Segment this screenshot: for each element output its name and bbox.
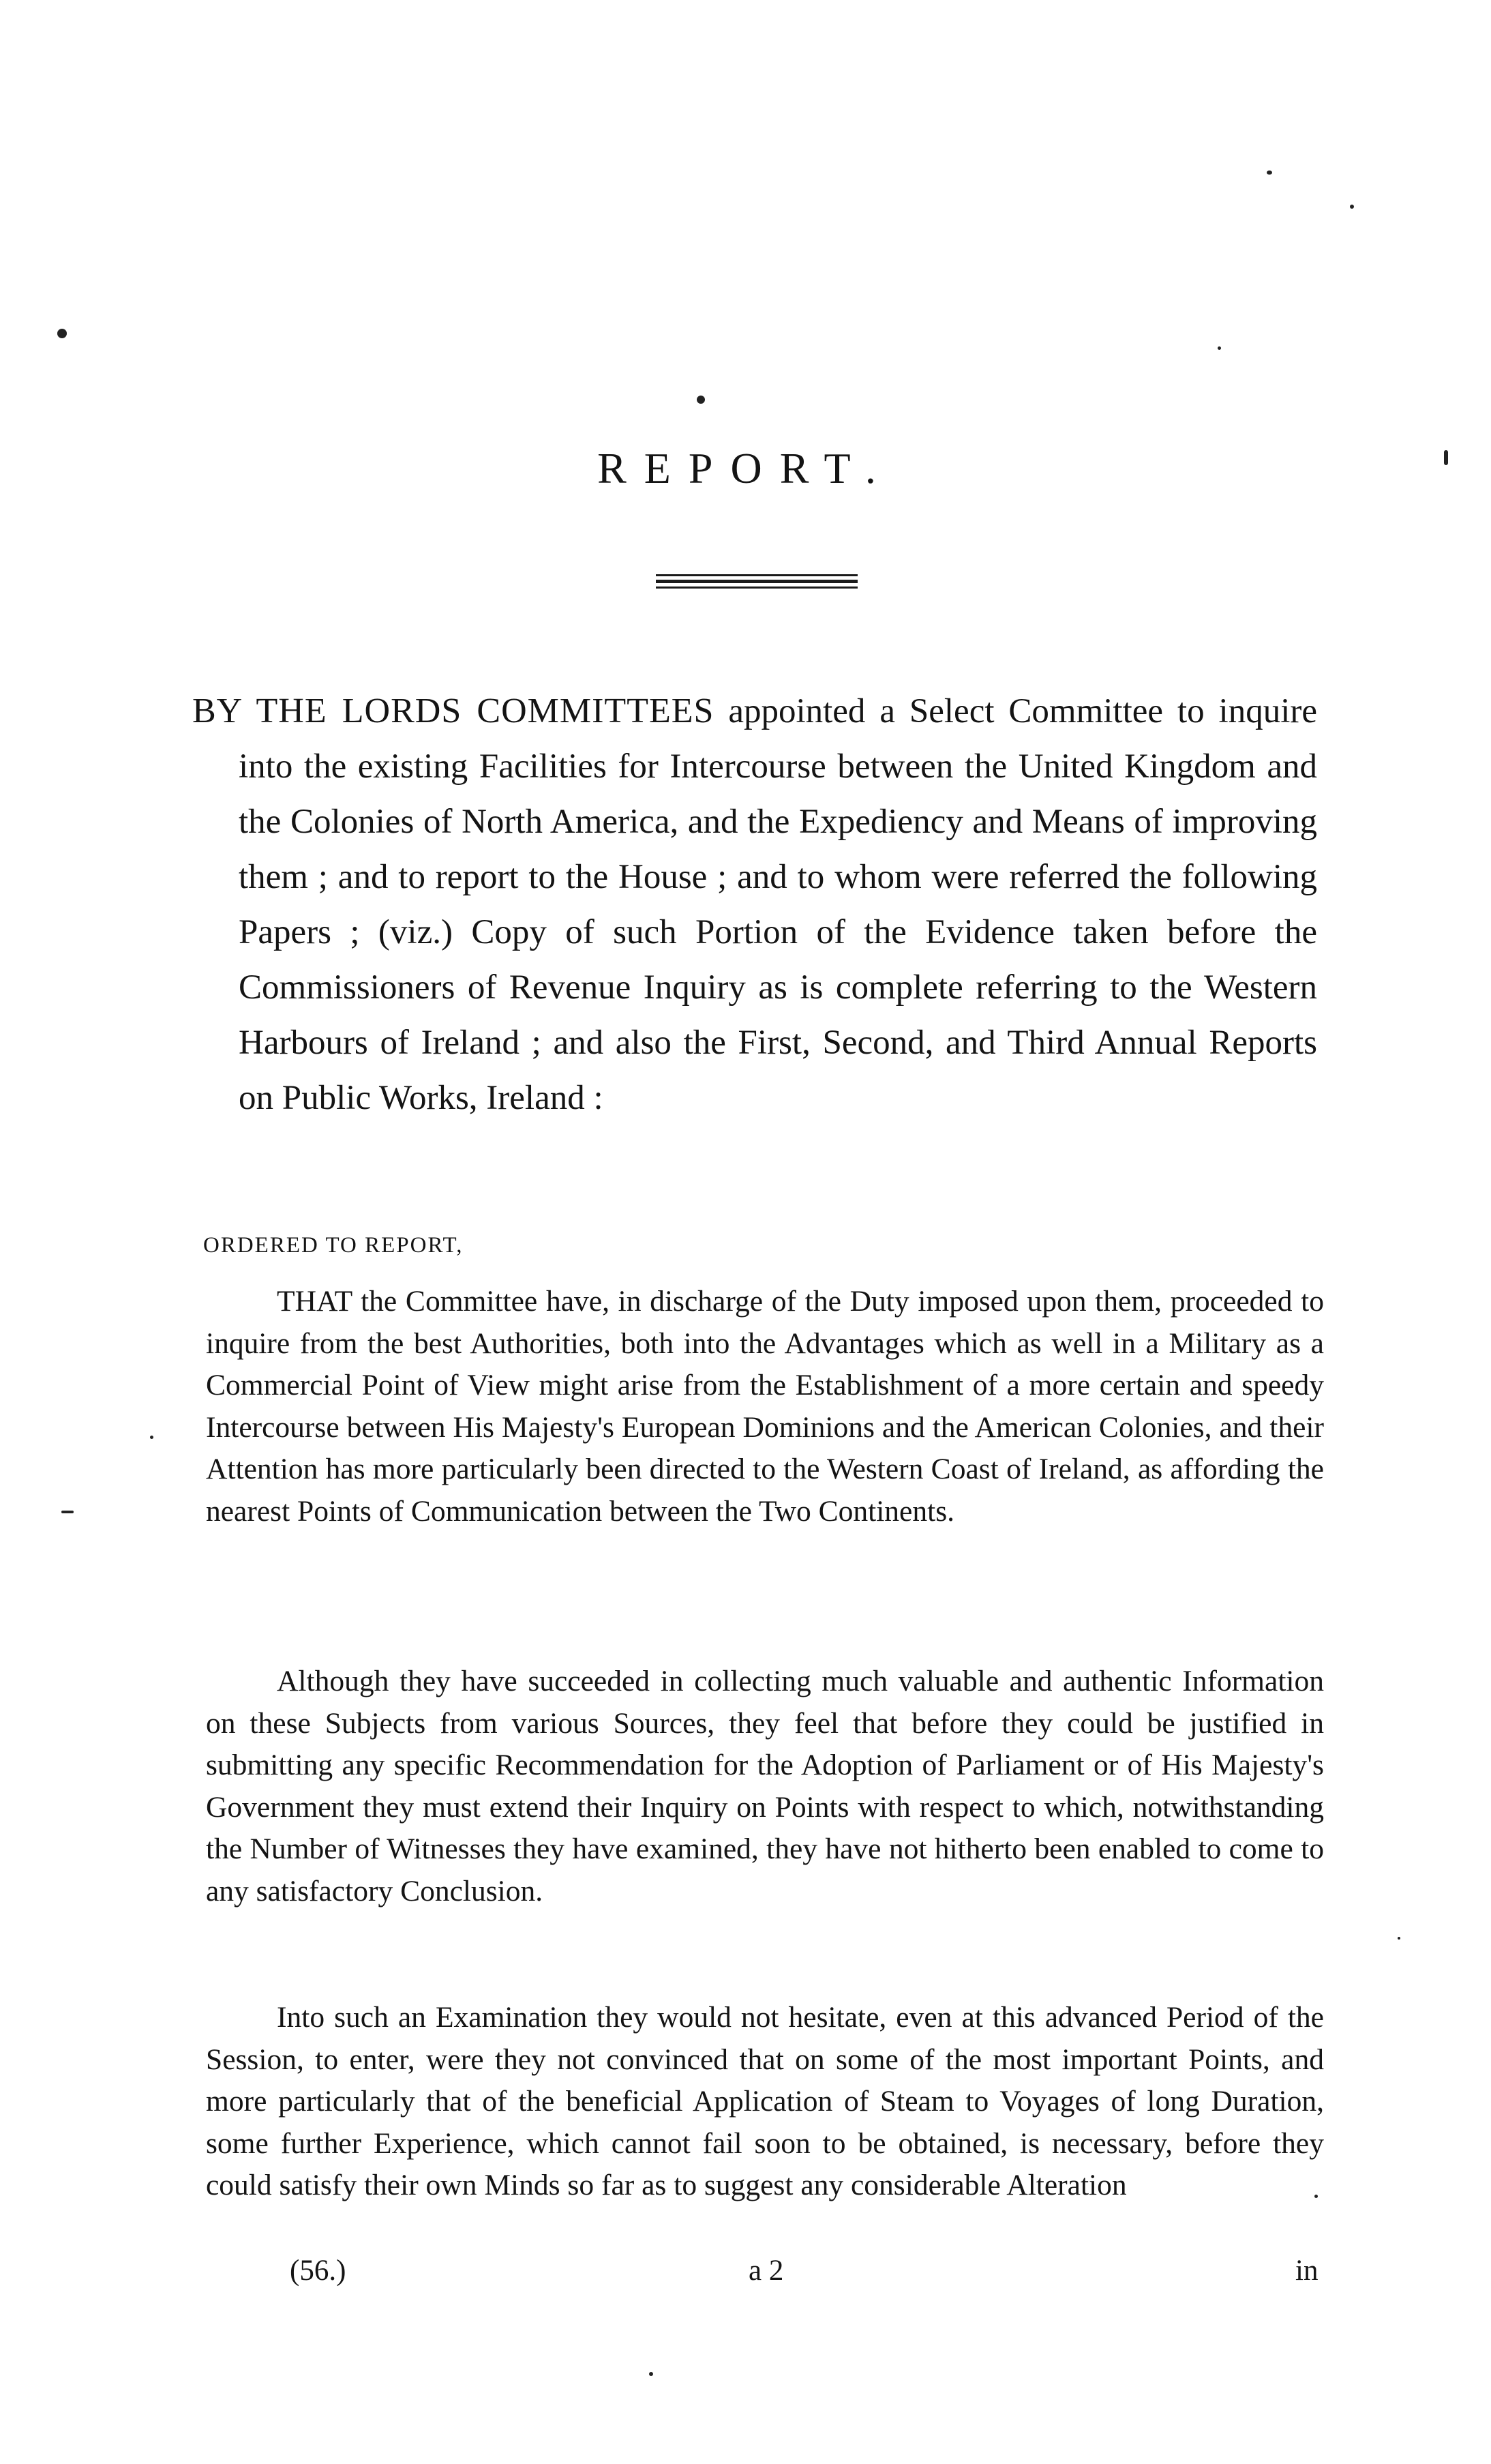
print-speck (1350, 205, 1354, 209)
body-paragraph-3: Into such an Examination they would not hesitate, even at this advanced Period of the Session, to enter, were they not convinced that on some of the most important Points, and more particularly that of the beneficial Application of Steam to Voyages of long Duration, some further Experience, which cannot fail soon to be obtained, is necessary, before they could satisfy their own Minds so far as to suggest any considerable Alteration (206, 2001, 1324, 2201)
intro-paragraph (192, 683, 1317, 1126)
print-speck (57, 329, 67, 338)
intro-caps: BY THE LORDS COMMITTEES (192, 692, 714, 730)
signature-mark: a 2 (749, 2255, 784, 2287)
rule-line-bottom (656, 587, 858, 589)
page-title: REPORT. (597, 444, 894, 492)
print-speck (150, 1436, 153, 1439)
print-speck (697, 396, 705, 404)
print-speck (1218, 346, 1221, 350)
print-speck (1398, 1937, 1400, 1940)
print-speck (61, 1511, 74, 1513)
catchword: in (1295, 2255, 1319, 2287)
title-rule (656, 574, 858, 589)
print-speck (1314, 2195, 1318, 2198)
ordered-heading: ORDERED TO REPORT, (203, 1233, 464, 1258)
print-speck (649, 2372, 653, 2376)
print-speck (1267, 170, 1272, 175)
rule-line-middle (656, 580, 858, 583)
body-paragraph-2: Although they have succeeded in collecting much valuable and authentic Information on these Subjects from various Sources, they feel that before they could be justified in submitting any specific Recommendation for the Adoption of Parliament or of His Majesty's Government they must extend their Inquiry on Points with respect to which, notwithstanding the Number of Witnesses they have examined, they have not hitherto been enabled to come to any satisfactory Conclusion. (206, 1665, 1324, 1908)
body-paragraph-1: THAT the Committee have, in discharge of the Duty imposed upon them, proceeded to inquire from the best Authorities, both into the Advantages which as well in a Military as a Commercial Point of View might arise from the Establishment of a more certain and speedy Intercourse between His Majesty's European Dominions and the American Colonies, and their Attention has more particularly been directed to the Western Coast of Ireland, as affording the nearest Points of Communication between the Two Continents. (206, 1285, 1324, 1528)
intro-text: appointed a Select Committee to inquire into the existing Facilities for Intercourse between the United Kingdom and the Colonies of North America, and the Expediency and Means of improving them ; and to report to the House ; and to whom were referred the following Papers ; (viz.) Copy of such Portion of the Evidence taken before the Commissioners of Revenue Inquiry as is complete referring to the Western Harbours of Ireland ; and also the First, Second, and Third Annual Reports on Public Works, Ireland : (239, 692, 1317, 1117)
print-speck (1444, 450, 1448, 465)
rule-line-top (656, 574, 858, 576)
sheet-number: (56.) (290, 2255, 346, 2287)
